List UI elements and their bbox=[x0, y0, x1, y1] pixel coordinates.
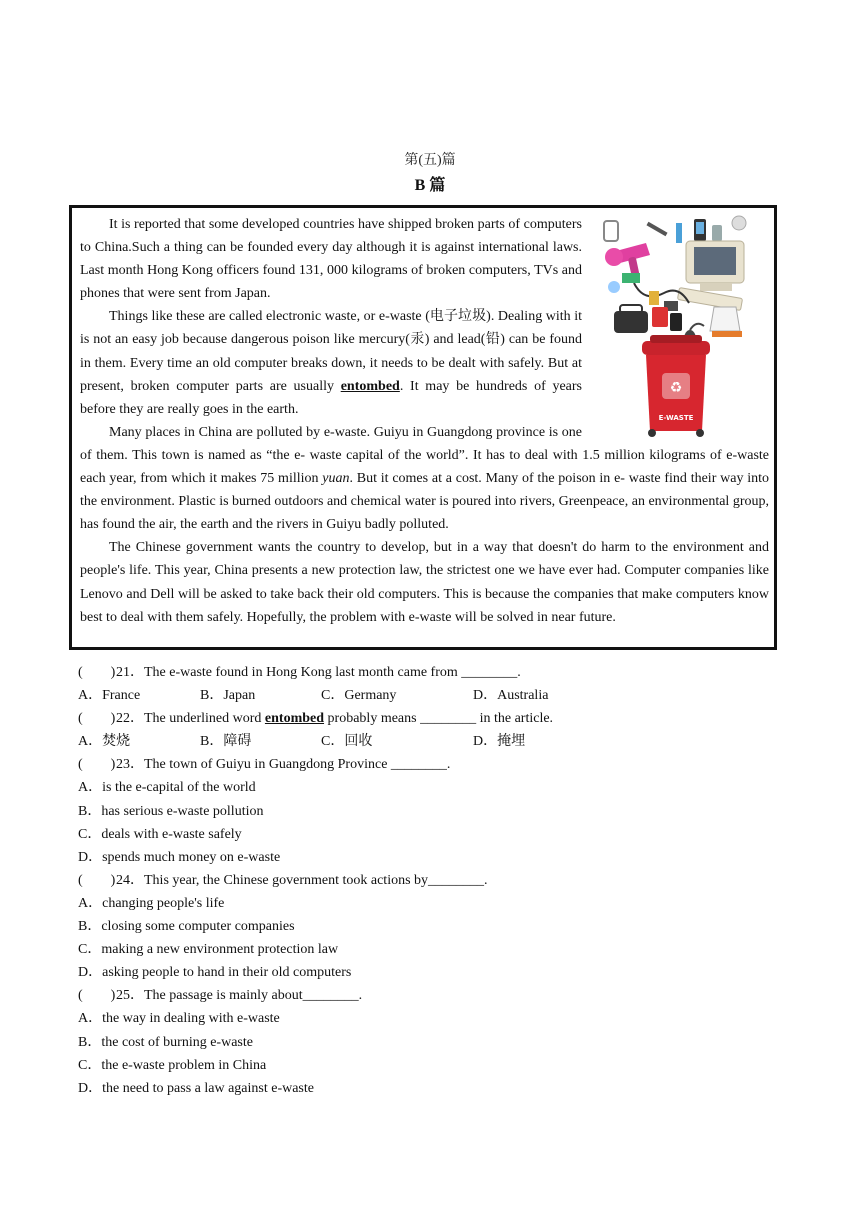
option-b[interactable]: B．the cost of burning e-waste bbox=[78, 1034, 253, 1050]
option-b[interactable]: B．障碍 bbox=[200, 734, 252, 750]
option-a[interactable]: A．changing people's life bbox=[78, 895, 225, 911]
option-a[interactable]: A．France bbox=[78, 688, 141, 704]
recycle-bin-icon bbox=[642, 335, 710, 437]
option-c[interactable]: C．deals with e-waste safely bbox=[78, 826, 242, 842]
option-c[interactable]: C．回收 bbox=[321, 734, 373, 750]
question-24: ( )24．This year, the Chinese government took actions by________. bbox=[78, 869, 778, 892]
question-21: ( )21．The e-waste found in Hong Kong last month came from ________. bbox=[78, 661, 778, 684]
question-25: ( )25．The passage is mainly about________. bbox=[78, 984, 778, 1007]
answer-blank: ( ) bbox=[78, 757, 116, 773]
underlined-word: entombed bbox=[340, 378, 400, 394]
e-waste-illustration bbox=[594, 213, 769, 439]
options-21 bbox=[78, 684, 778, 707]
passage-box bbox=[69, 205, 777, 650]
option-b[interactable]: B．has serious e-waste pollution bbox=[78, 803, 264, 819]
option-a[interactable]: A．the way in dealing with e-waste bbox=[78, 1011, 280, 1027]
reading-passage bbox=[80, 213, 769, 629]
answer-blank: ( ) bbox=[78, 872, 116, 888]
paragraph-4: The Chinese government wants the country to develop, but in a way that doesn't do harm to the environment and people's life. This year, China presents a new protection law, the strictest one we have ever had. Computer companies like Lenovo and Dell will be asked to take back their old computers. This is because the companies that make computers know best to deal with them safely. Hopefully, the problem with e-waste will be solved in near future. bbox=[80, 540, 769, 625]
option-d[interactable]: D．spends much money on e-waste bbox=[78, 849, 281, 865]
option-b[interactable]: B．Japan bbox=[200, 688, 256, 704]
svg-text:♻: ♻ bbox=[669, 380, 683, 396]
option-c[interactable]: C．making a new environment protection law bbox=[78, 942, 339, 958]
option-a[interactable]: A．焚烧 bbox=[78, 734, 131, 750]
answer-blank: ( ) bbox=[78, 665, 116, 680]
question-22: ( )22．The underlined word entombed probably means ________ in the article. bbox=[78, 707, 778, 730]
option-b[interactable]: B．closing some computer companies bbox=[78, 919, 295, 935]
answer-blank: ( ) bbox=[78, 711, 116, 727]
option-a[interactable]: A．is the e-capital of the world bbox=[78, 780, 256, 796]
option-d[interactable]: D．the need to pass a law against e-waste bbox=[78, 1080, 314, 1096]
question-23: ( )23．The town of Guiyu in Guangdong Province ________. bbox=[78, 753, 778, 776]
section-subtitle: 第(五)篇 bbox=[404, 153, 456, 168]
options-22 bbox=[78, 730, 778, 753]
paragraph-2: Things like these are called electronic waste, or e-waste (电子垃圾). Dealing with it is not an easy job because dangerous poison like mercury(汞) and lead(铅) can be found in them. Every time an old computer breaks down, it needs to be dealt with safely. But at present, broken computer parts are usually entombed. It may be hundreds of years before they are really goes in the earth. bbox=[80, 309, 582, 417]
option-d[interactable]: D．掩埋 bbox=[473, 734, 526, 750]
option-d[interactable]: D．asking people to hand in their old computers bbox=[78, 965, 352, 981]
answer-blank: ( ) bbox=[78, 988, 116, 1004]
paragraph-3: Many places in China are polluted by e-waste. Guiyu in Guangdong province is one of them. This town is named as “the e- waste capital of the world”. It has to deal with 1.5 million kilograms of e-waste each year, from which it makes 75 million yuan. But it comes at a cost. Many of the poison in e- waste find their way into the environment. Plastic is burned outdoors and chemical water is poured into rivers, Greenpeace, an environmental group, has found the air, the earth and the rivers in Guiyu badly polluted. bbox=[80, 424, 770, 533]
option-d[interactable]: D．Australia bbox=[473, 688, 549, 704]
section-title: B 篇 bbox=[414, 177, 446, 194]
paragraph-1: It is reported that some developed countries have shipped broken parts of computers to China.Such a thing can be founded every day although it is against international laws. Last month Hong Kong officers found 131, 000 kilograms of broken computers, TVs and phones that were sent from Japan. bbox=[80, 217, 582, 302]
question-list bbox=[78, 661, 778, 1100]
option-c[interactable]: C．Germany bbox=[321, 688, 397, 704]
bin-label: E-WASTE bbox=[658, 414, 694, 422]
option-c[interactable]: C．the e-waste problem in China bbox=[78, 1057, 267, 1073]
